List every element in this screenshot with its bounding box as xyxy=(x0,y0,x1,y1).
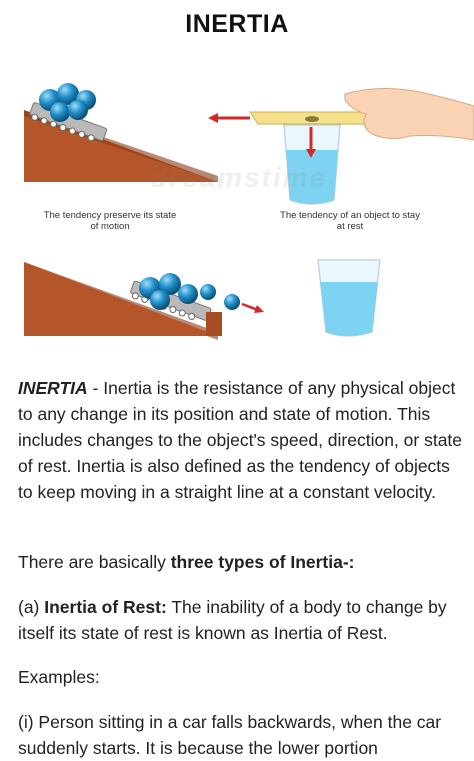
definition-paragraph xyxy=(18,375,464,505)
arrow-balls xyxy=(242,304,264,313)
watermark: dreamstime xyxy=(150,162,328,193)
caption-motion: The tendency preserve its state of motion xyxy=(43,210,177,232)
definition-term: INERTIA xyxy=(18,378,88,398)
types-prefix: There are basically xyxy=(18,552,171,572)
stopper-block xyxy=(206,312,222,336)
rest-term: Inertia of Rest: xyxy=(44,597,167,617)
types-bold: three types of Inertia-: xyxy=(170,552,355,572)
glass-bottom xyxy=(318,260,380,336)
definition-body: - Inertia is the resistance of any physical object to any change in its position and state of motion. This includes changes to the object's speed, direction, or state of rest. Inertia is also defined as the tendency of objects to keep moving in a straight line at a constant velocity. xyxy=(18,378,463,502)
types-paragraph xyxy=(18,549,464,575)
caption-rest: The tendency of an object to stay at rest xyxy=(280,210,420,232)
rest-body: The inability of a body to change by itself its state of rest is known as Inertia of Rest. xyxy=(18,597,447,643)
examples-label: Examples: xyxy=(18,667,100,687)
example-1: (i) Person sitting in a car falls backwards, when the car suddenly starts. It is because the lower portion xyxy=(18,712,442,758)
card xyxy=(250,112,382,124)
arrow-card xyxy=(208,113,250,123)
rest-prefix: (a) xyxy=(18,597,45,617)
page-title: INERTIA xyxy=(185,10,289,38)
rest-paragraph xyxy=(18,594,464,646)
